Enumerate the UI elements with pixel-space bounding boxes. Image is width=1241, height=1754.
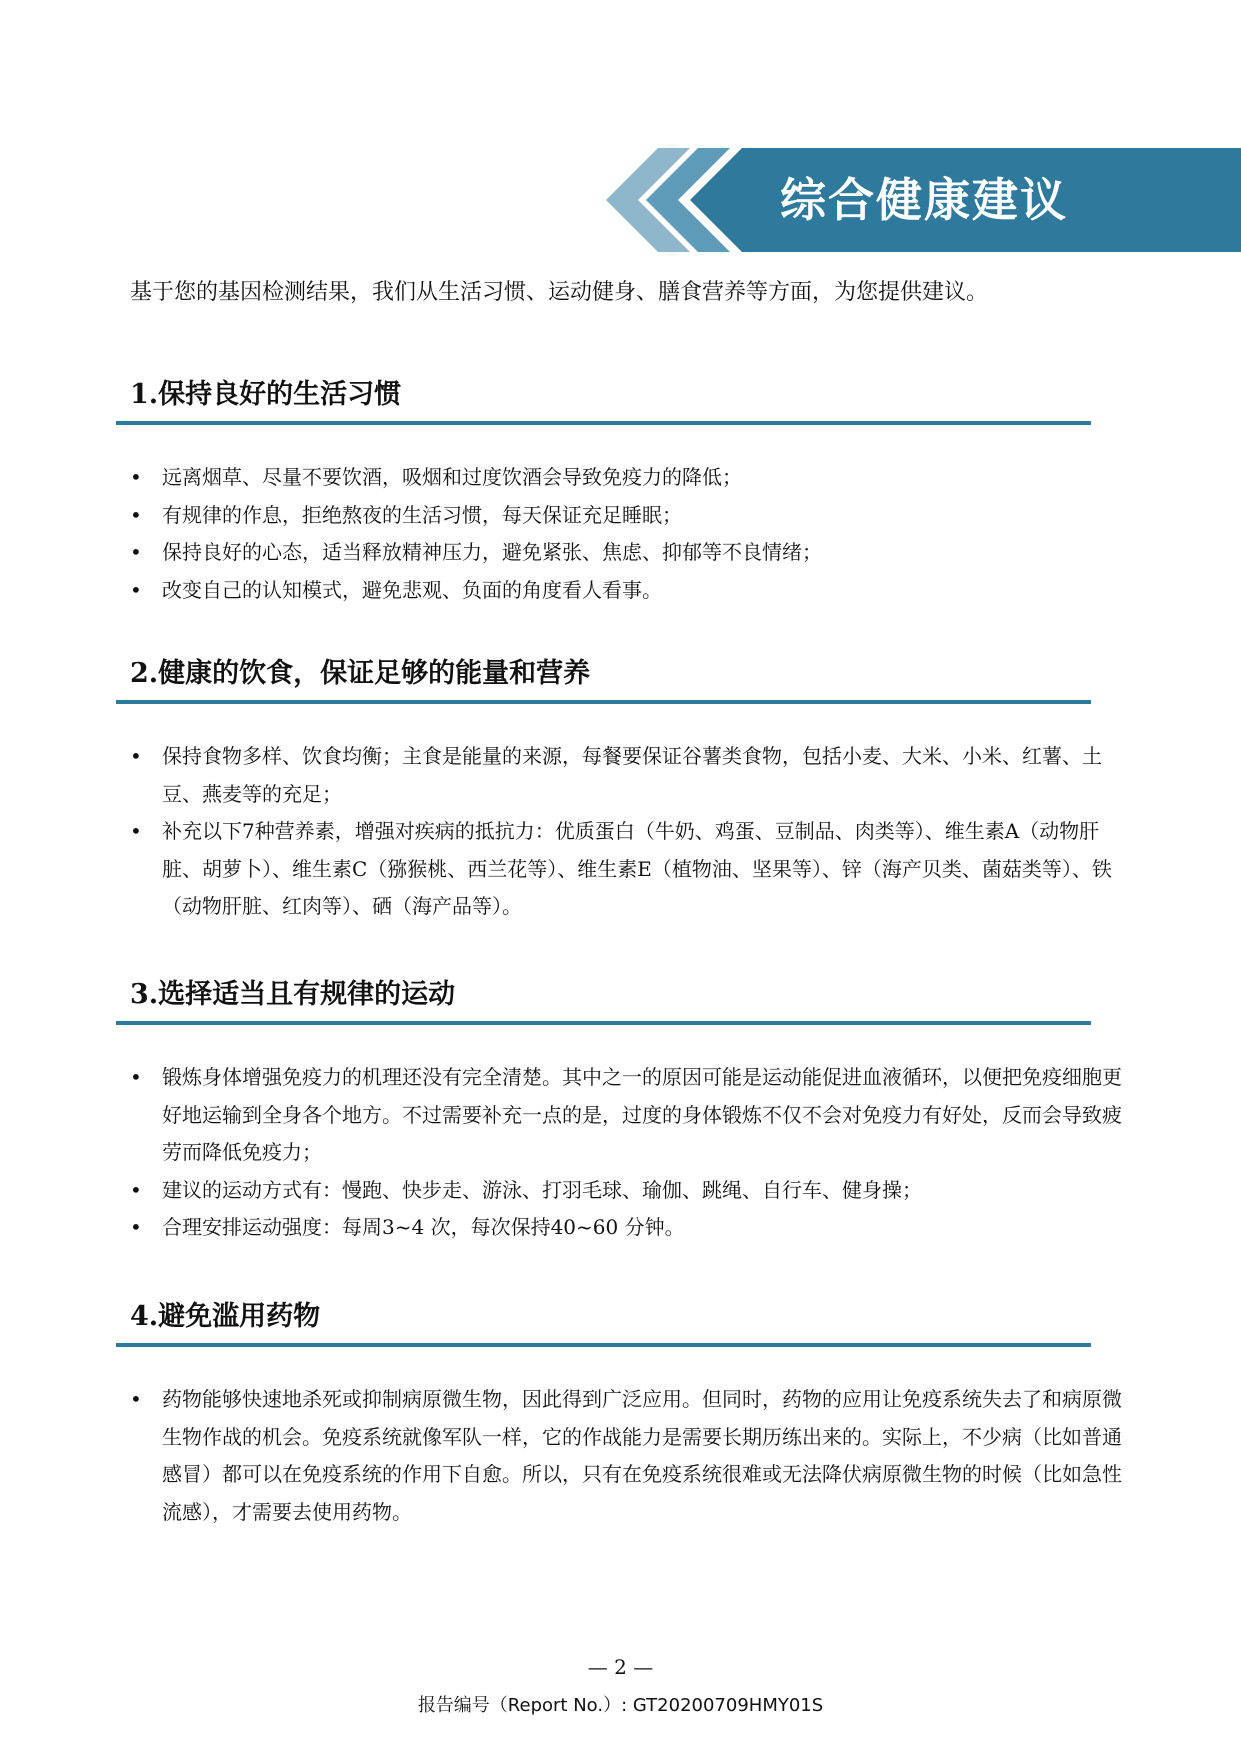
bullet-icon: • xyxy=(130,540,142,564)
bullet-list xyxy=(130,1381,1130,1531)
list-item: • 改变自己的认知模式，避免悲观、负面的角度看人看事。 xyxy=(130,572,1130,610)
list-item: • 远离烟草、尽量不要饮酒，吸烟和过度饮酒会导致免疫力的降低； xyxy=(130,459,1130,497)
bullet-icon: • xyxy=(130,819,142,843)
bullet-icon: • xyxy=(130,1387,142,1411)
bullet-icon: • xyxy=(130,465,142,489)
section-title: 2.健康的饮食，保证足够的能量和营养 xyxy=(130,658,591,689)
list-item: • 合理安排运动强度：每周3~4 次，每次保持40~60 分钟。 xyxy=(130,1209,1130,1247)
section-title: 3.选择适当且有规律的运动 xyxy=(130,979,456,1010)
bullet-icon: • xyxy=(130,1215,142,1239)
section-divider xyxy=(116,1021,1091,1025)
bullet-icon: • xyxy=(130,577,142,602)
bullet-list xyxy=(130,459,1130,609)
intro-text: 基于您的基因检测结果，我们从生活习惯、运动健身、膳食营养等方面，为您提供建议。 xyxy=(130,280,989,305)
section-divider xyxy=(116,1343,1091,1347)
list-item: • 建议的运动方式有：慢跑、快步走、游泳、打羽毛球、瑜伽、跳绳、自行车、健身操； xyxy=(130,1172,1130,1210)
bullet-icon: • xyxy=(130,1065,142,1089)
section-divider xyxy=(116,421,1091,425)
bullet-icon: • xyxy=(130,502,142,527)
list-item: • 有规律的作息，拒绝熬夜的生活习惯，每天保证充足睡眠； xyxy=(130,497,1130,535)
header-banner xyxy=(606,148,1241,252)
list-item: • 保持食物多样、饮食均衡；主食是能量的来源，每餐要保证谷薯类食物，包括小麦、大米、小米、红薯、土豆、燕麦等的充足； xyxy=(130,738,1130,813)
section-divider xyxy=(116,700,1091,704)
bullet-list xyxy=(130,1059,1130,1247)
list-item: • 药物能够快速地杀死或抑制病原微生物，因此得到广泛应用。但同时，药物的应用让免疫系统失去了和病原微生物作战的机会。免疫系统就像军队一样，它的作战能力是需要长期历练出来的。实际上，不少病（比如普通感冒）都可以在免疫系统的作用下自愈。所以，只有在免疫系统很难或无法降伏病原微生物的时候（比如急性流感），才需要去使用药物。 xyxy=(130,1381,1130,1531)
section-title: 1.保持良好的生活习惯 xyxy=(130,379,402,410)
bullet-icon: • xyxy=(130,1177,142,1202)
report-number: 报告编号（Report No.）: GT20200709HMY01S xyxy=(417,1695,824,1716)
bullet-icon: • xyxy=(130,744,142,768)
list-item: • 锻炼身体增强免疫力的机理还没有完全清楚。其中之一的原因可能是运动能促进血液循环，以便把免疫细胞更好地运输到全身各个地方。不过需要补充一点的是，过度的身体锻炼不仅不会对免疫力有好处，反而会导致疲劳而降低免疫力； xyxy=(130,1059,1130,1172)
list-item: • 补充以下7种营养素，增强对疾病的抵抗力：优质蛋白（牛奶、鸡蛋、豆制品、肉类等）、维生素A（动物肝脏、胡萝卜）、维生素C（猕猴桃、西兰花等）、维生素E（植物油、坚果等）、锌（海产贝类、菌菇类等）、铁（动物肝脏、红肉等）、硒（海产品等）。 xyxy=(130,813,1130,926)
bullet-list xyxy=(130,738,1130,926)
list-item: • 保持良好的心态，适当释放精神压力，避免紧张、焦虑、抑郁等不良情绪； xyxy=(130,534,1130,572)
page-number: — 2 — xyxy=(587,1655,654,1679)
section-title: 4.避免滥用药物 xyxy=(130,1301,321,1332)
page-title: 综合健康建议 xyxy=(780,173,1068,227)
